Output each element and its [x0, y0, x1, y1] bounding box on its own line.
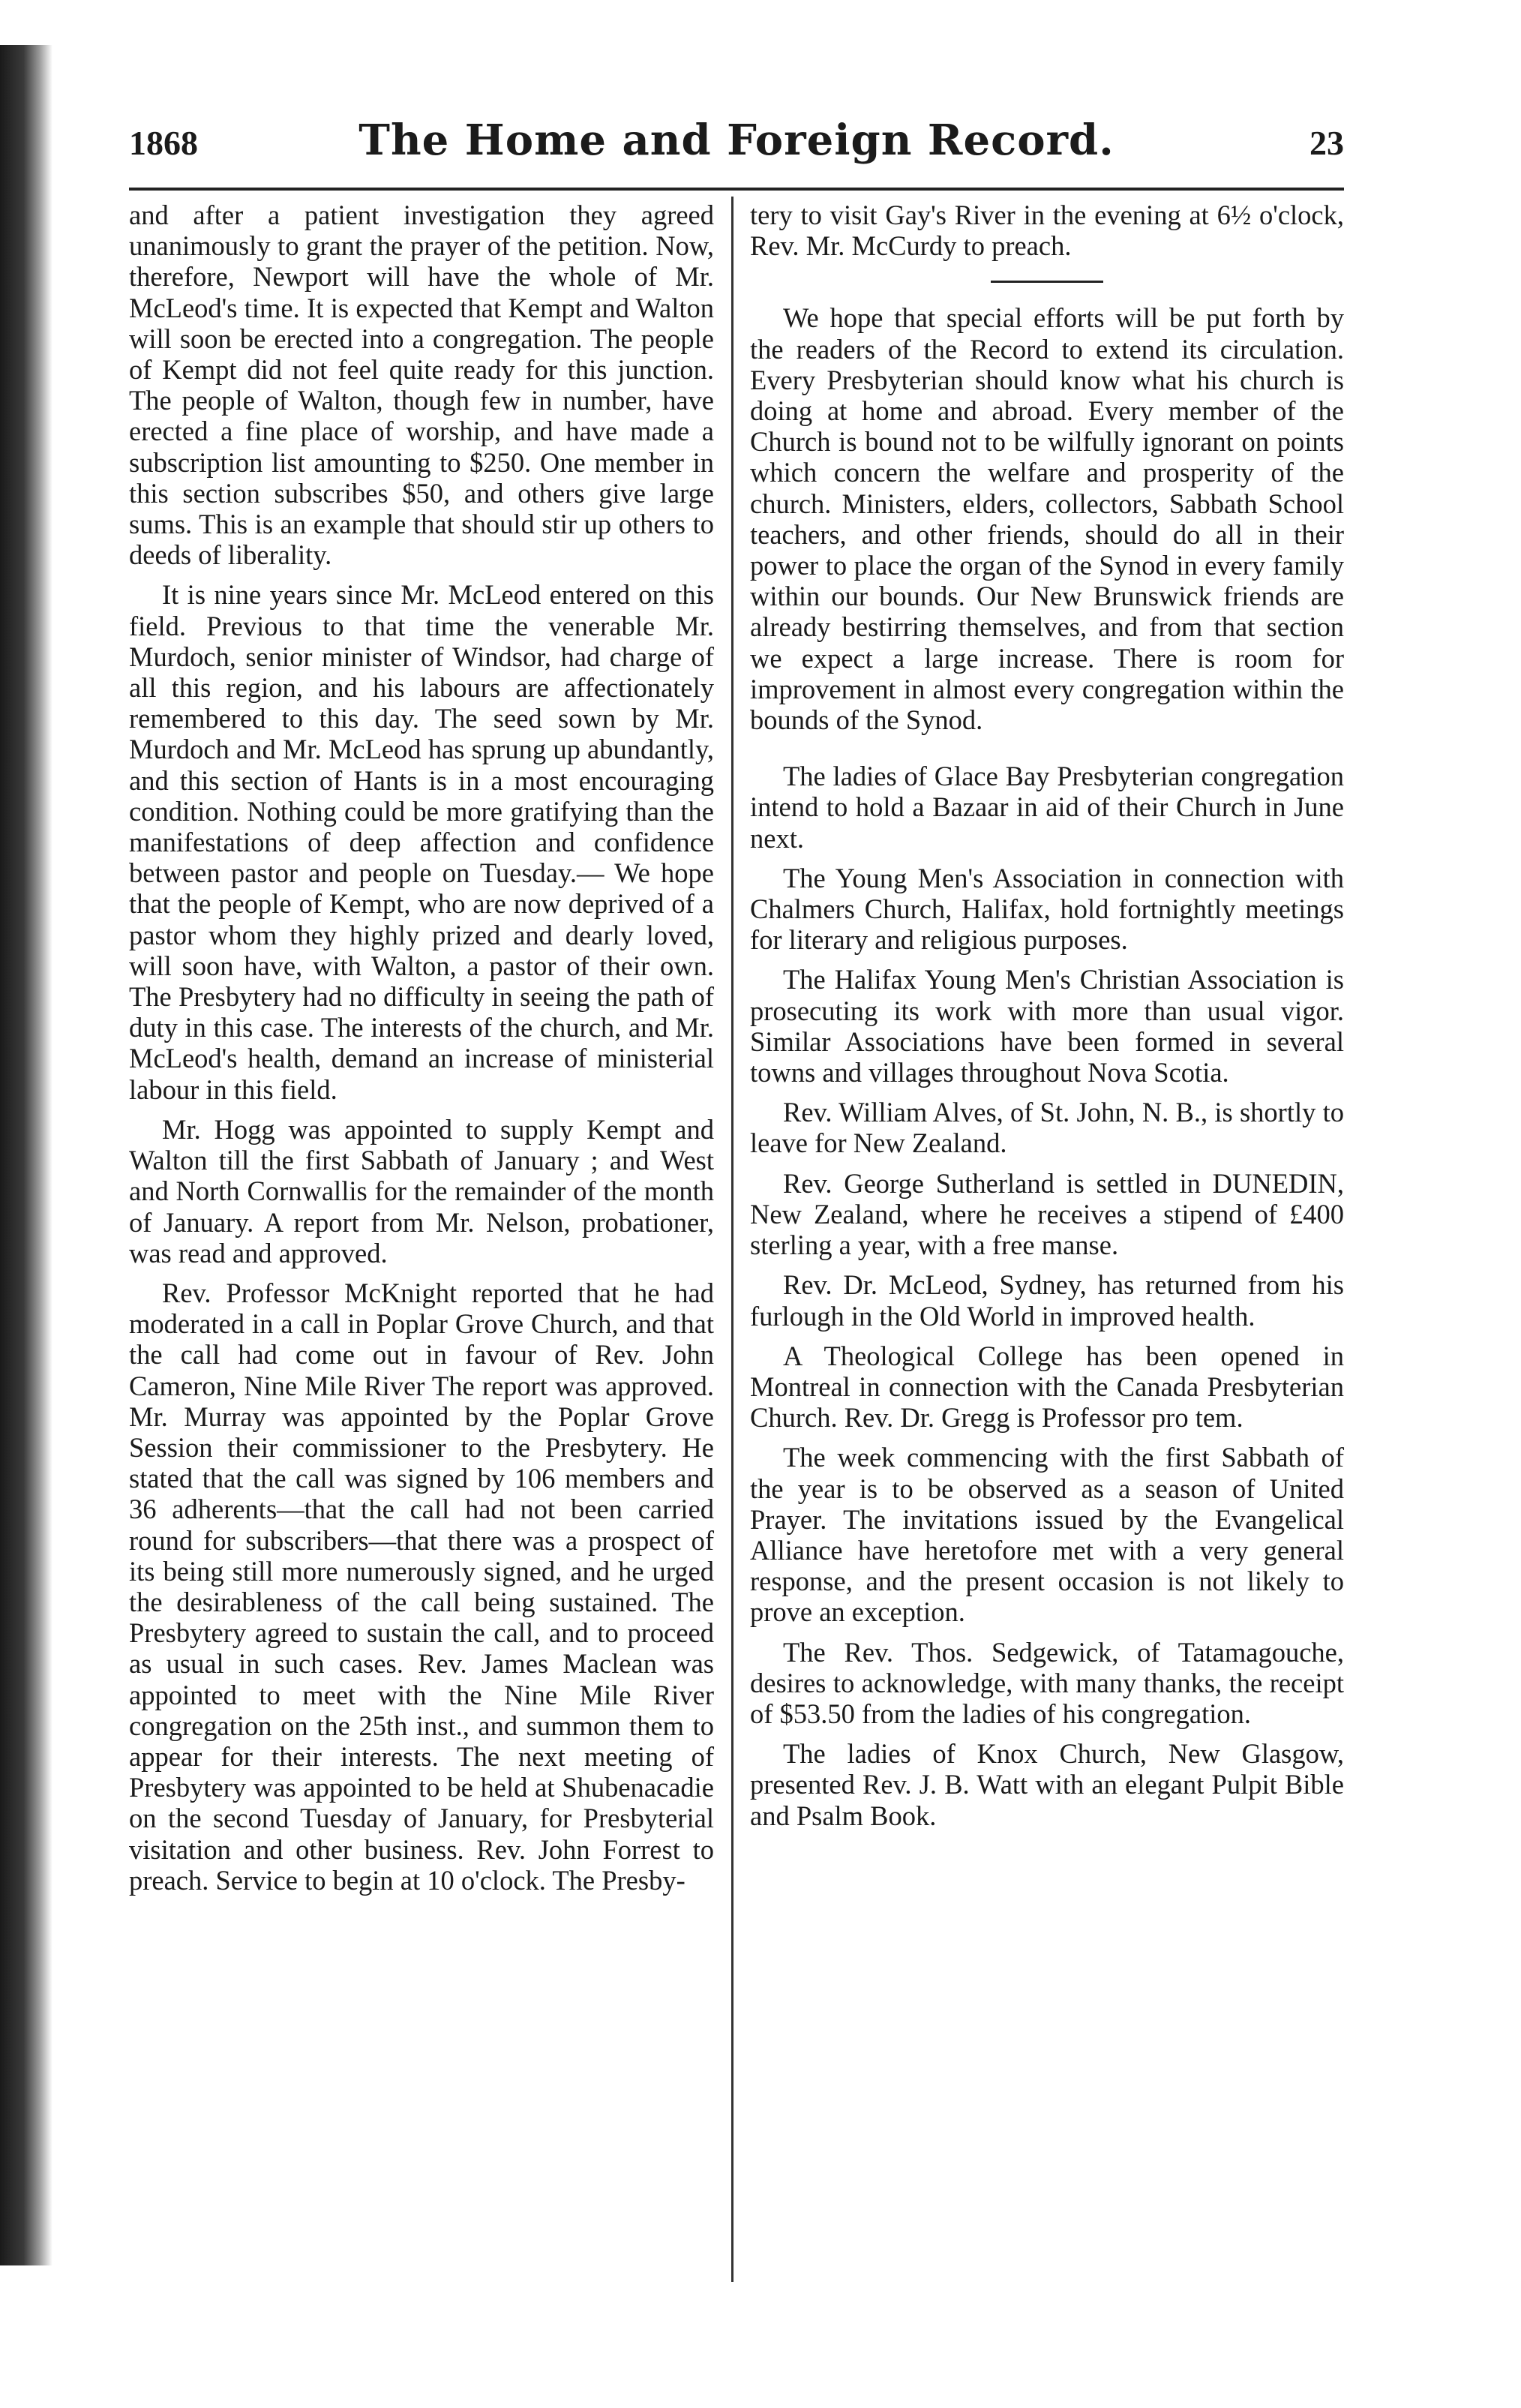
notice-paragraph: The Halifax Young Men's Christian Association is prosecuting its work with more than usual vigor. Similar Associations have been formed in several towns and villages throughout Nova Scotia. [750, 964, 1344, 1088]
header-rule [129, 188, 1344, 191]
section-rule [991, 281, 1103, 283]
page-header [129, 113, 1344, 173]
left-column [129, 200, 714, 1905]
paragraph: Mr. Hogg was appointed to supply Kempt and Walton till the first Sabbath of January ; and West and North Cornwallis for the remainder of the month of January. A report from Mr. Nelson, probationer, was read and approved. [129, 1113, 714, 1269]
notice-paragraph: Rev. George Sutherland is settled in DUNEDIN, New Zealand, where he receives a stipend of £400 sterling a year, with a free manse. [750, 1167, 1344, 1261]
page-number: 23 [1310, 124, 1344, 162]
notice-paragraph: Rev. Dr. McLeod, Sydney, has returned from his furlough in the Old World in improved health. [750, 1269, 1344, 1332]
book-spine-shadow [0, 45, 52, 2265]
journal-title: The Home and Foreign Record. [358, 116, 1114, 165]
notice-paragraph: The week commencing with the first Sabbath of the year is to be observed as a season of United Prayer. The invitations issued by the Evangelical Alliance have heretofore met with a very general response, and the present occasion is not likely to prove an exception. [750, 1442, 1344, 1628]
notice-paragraph: The ladies of Knox Church, New Glasgow, presented Rev. J. B. Watt with an elegant Pulpit Bible and Psalm Book. [750, 1738, 1344, 1831]
notice-paragraph: The ladies of Glace Bay Presbyterian congregation intend to hold a Bazaar in aid of their Church in June next. [750, 761, 1344, 854]
header-year: 1868 [129, 124, 198, 162]
paragraph: tery to visit Gay's River in the evening at 6½ o'clock, Rev. Mr. McCurdy to preach. [750, 200, 1344, 262]
notice-paragraph: The Young Men's Association in connection with Chalmers Church, Halifax, hold fortnightly meetings for literary and religious purposes. [750, 862, 1344, 956]
paragraph: Rev. Professor McKnight reported that he had moderated in a call in Poplar Grove Church, and that the call had come out in favour of Rev. John Cameron, Nine Mile River The report was approved. Mr. Murray was appointed by the Poplar Grove Session their commissioner to the Presbytery. He stated that the call was signed by 106 members and 36 adherents—that the call had not been carried round for subscribers—that there was a prospect of its being still more numerously signed, and he urged the desirableness of the call being sustained. The Presbytery agreed to sustain the call, and to proceed as usual in such cases. Rev. James Maclean was appointed to meet with the Nine Mile River congregation on the 25th inst., and summon them to appear for their interests. The next meeting of Presbytery was appointed to be held at Shubenacadie on the second Tuesday of January, for Presbyterial visitation and other business. Rev. John Forrest to preach. Service to begin at 10 o'clock. The Presby- [129, 1277, 714, 1896]
right-column [750, 200, 1344, 1840]
column-divider [731, 197, 734, 2282]
notice-paragraph: A Theological College has been opened in Montreal in connection with the Canada Presbyterian Church. Rev. Dr. Gregg is Professor pro tem. [750, 1340, 1344, 1434]
notice-paragraph: The Rev. Thos. Sedgewick, of Tatamagouche, desires to acknowledge, with many thanks, the receipt of $53.50 from the ladies of his congregation. [750, 1636, 1344, 1729]
paragraph: and after a patient investigation they agreed unanimously to grant the prayer of the petition. Now, therefore, Newport will have the whole of Mr. McLeod's time. It is expected that Kempt and Walton will soon be erected into a congregation. The people of Kempt did not feel quite ready for this junction. The people of Walton, though few in number, have erected a fine place of worship, and have made a subscription list amounting to $250. One member in this section subscribes $50, and others give large sums. This is an example that should stir up others to deeds of liberality. [129, 200, 714, 571]
notice-circulation: We hope that special efforts will be put forth by the readers of the Record to extend its circulation. Every Presbyterian should know what his church is doing at home and abroad. Every member of the Church is bound not to be wilfully ignorant on points which concern the welfare and prosperity of the church. Ministers, elders, collectors, Sabbath School teachers, and other friends, should do all in their power to place the organ of the Synod in every family within our bounds. Our New Brunswick friends are already bestirring themselves, and from that section we expect a large increase. There is room for improvement in almost every congregation within the bounds of the Synod. [750, 302, 1344, 736]
paragraph: It is nine years since Mr. McLeod entered on this field. Previous to that time the venerable Mr. Murdoch, senior minister of Windsor, had charge of all this region, and his labours are affectionately remembered to this day. The seed sown by Mr. Murdoch and Mr. McLeod has sprung up abundantly, and this section of Hants is in a most encouraging condition. Nothing could be more gratifying than the manifestations of deep affection and confidence between pastor and people on Tuesday.— We hope that the people of Kempt, who are now deprived of a pastor whom they highly prized and dearly loved, will soon have, with Walton, a pastor of their own. The Presbytery had no difficulty in seeing the path of duty in this case. The interests of the church, and Mr. McLeod's health, demand an increase of ministerial labour in this field. [129, 579, 714, 1105]
notice-paragraph: Rev. William Alves, of St. John, N. B., is shortly to leave for New Zealand. [750, 1097, 1344, 1159]
